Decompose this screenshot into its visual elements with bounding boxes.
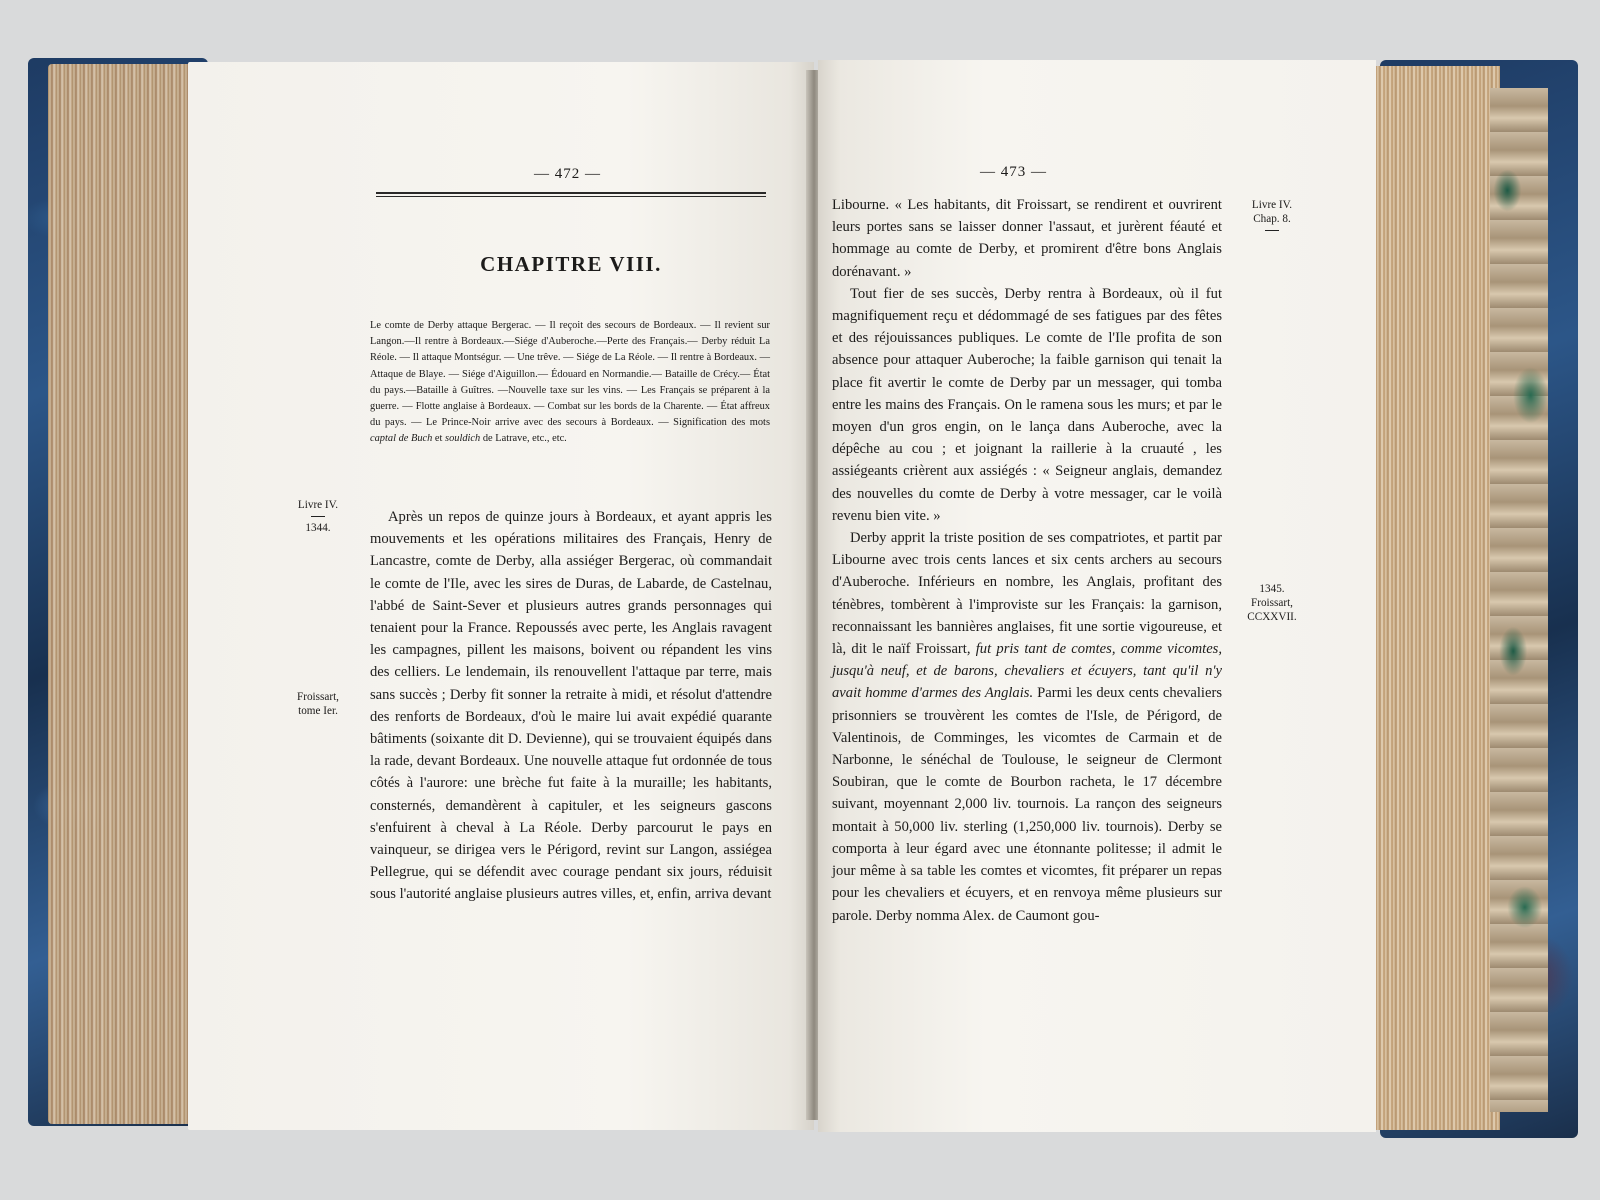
left-body-text: [370, 506, 772, 906]
right-page: [818, 60, 1376, 1132]
body-paragraph: Après un repos de quinze jours à Bordeaux, et ayant appris les mouvements et les opérations militaires des Français, Henry de Lancastre, comte de Derby, alla assiéger Bergerac, où commandait le comte de l'Ile, avec les sires de Duras, de Labarde, de Castelnau, l'abbé de Saint-Sever et plusieurs autres grands personnages qui tenaient pour la France. Repoussés avec perte, les Anglais ravagent les campagnes, pillent les maisons, boivent ou répandent les vins des celliers. Le lendemain, ils renouvellent l'attaque par terre, mais sans succès ; Derby fit sonner la retraite à midi, et résolut d'attendre des renforts de Bordeaux, d'où le maire lui avait expédié quarante bâtiments (soixante dit D. Devienne), qui se trouvaient équipés dans la rade, devant Bordeaux. Une nouvelle attaque fut ordonnée de tous côtés à l'aurore: une brèche fut faite à la muraille; les habitants, consternés, demandèrent à capituler, et les seigneurs gascons s'enfuirent à cheval à La Réole. Derby parcourut le pays en vainqueur, se dirigea vers le Périgord, revint sur Langon, assiégea Pellegrue, qui se défendit avec courage pendant six jours, réduisit sous l'autorité anglaise plusieurs autres villes, et, enfin, arriva devant: [370, 509, 772, 903]
margin-note-line: Froissart,: [297, 691, 339, 703]
margin-note-line: Froissart,: [1251, 597, 1293, 609]
page-number: — 473 —: [980, 164, 1047, 180]
body-paragraph: Libourne. « Les habitants, dit Froissart, se rendirent et ouvrirent leurs portes sans se laisser donner l'assaut, et jurèrent féauté et hommage au comte de Derby, et promirent d'être bons Anglais dorénavant. »: [832, 197, 1222, 280]
chapter-rule: [376, 192, 766, 197]
summary-text: Le comte de Derby attaque Bergerac. — Il reçoit des secours de Bordeaux. — Il revient sur Langon.—Il rentre à Bordeaux.—Siége d'Auberoche.—Perte des Français.— Derby réduit La Réole. — Il attaque Montségur. — Une trêve. — Siége de La Réole. — Il rentre à Bordeaux. — Attaque de Blaye. — Siége d'Aiguillon.— Édouard en Normandie.— Bataille de Crécy.— État du pays.—Bataille à Guîtres. —Nouvelle taxe sur les vins. — Les Français se préparent à la guerre. — Flotte anglaise à Bordeaux. — Combat sur les bords de la Charente. — État affreux du pays. — Le Prince-Noir arrive avec des secours à Bordeaux. — Signification des mots: [370, 320, 770, 429]
margin-note-froissart: [282, 690, 354, 718]
summary-connector: et: [432, 433, 446, 445]
chapter-summary: [370, 318, 770, 448]
body-paragraph: [832, 527, 1222, 927]
right-body-text: [832, 194, 1222, 927]
margin-note-year: 1345.: [1259, 583, 1285, 595]
body-paragraph: Tout fier de ses succès, Derby rentra à Bordeaux, où il fut magnifiquement reçu et dédommagé de ses fatigues par des fêtes et des réjouissances publiques. Le comte de l'Ile profita de son absence pour attaquer Auberoche; la faible garnison qui tenait la place fit avertir le comte de Derby par un messager, qui tomba entre les mains des Français. On le ramena sous les murs; et par le moyen d'un gros engin, on le lança dans Auberoche, avec la dépêche au cou ; et joignant la raillerie à la cruauté , les assiégeants crièrent aux assiégés : « Seigneur anglais, demandez des nouvelles du comte de Derby à votre messager, car le voilà revenu bien vite. »: [832, 285, 1222, 524]
page-number: — 472 —: [534, 166, 601, 182]
summary-italic-term: captal de Buch: [370, 433, 433, 445]
margin-note-line: Chap. 8.: [1253, 213, 1291, 225]
left-page: [188, 62, 814, 1130]
chapter-title: CHAPITRE VIII.: [480, 252, 662, 276]
body-text-run: Derby apprit la triste position de ses compatriotes, et partit par Libourne avec trois cents lances et six cents archers au secours d'Auberoche. Inférieurs en nombre, les Anglais, profitant des ténèbres, tombèrent à l'improviste sur les Français: la garnison, reconnaissant les bannières anglaises, fit une sortie vigoureuse, et là, dit le naïf Froissart,: [832, 530, 1222, 658]
margin-note-line: CCXXVII.: [1247, 611, 1297, 623]
left-page-edges: [48, 64, 196, 1124]
show-through-text: [284, 188, 364, 210]
margin-note-froissart-ccxxvii: [1232, 582, 1312, 624]
summary-italic-term-2: souldich: [445, 433, 481, 445]
margin-note-chapter: [1240, 198, 1304, 235]
marbled-endpaper: [1490, 88, 1548, 1112]
italic-quotation: fut pris tant de comtes, comme vicomtes, jusqu'à neuf, et de barons, chevaliers et écuyers, tant qu'il n'y avait homme d'armes des Anglais.: [832, 641, 1222, 702]
summary-end: de Latrave, etc., etc.: [480, 433, 567, 445]
margin-note-line: tome Ier.: [298, 705, 338, 717]
margin-dash: [311, 516, 325, 517]
right-page-edges: [1370, 66, 1500, 1130]
margin-dash: [1265, 230, 1279, 231]
margin-note-line: Livre IV.: [297, 499, 339, 511]
margin-note-livre: [282, 498, 354, 535]
margin-note-year: 1344.: [305, 522, 331, 534]
margin-note-line: Livre IV.: [1251, 199, 1293, 211]
body-text-run: Parmi les deux cents chevaliers prisonniers se trouvèrent les comtes de l'Isle, de Périgord, de Valentinois, de Comminges, les vicomtes de Carmain et de Narbonne, le sénéchal de Toulouse, le seigneur de Clermont Soubiran, que le comte de Bourbon racheta, le 17 décembre suivant, moyennant 2,000 liv. tournois. La rançon des seigneurs montait à 50,000 liv. sterling (1,250,000 liv. tournois). Derby se comporta à leur égard avec une étonnante politesse; il admit le jour même à sa table les comtes et vicomtes, fit préparer un repas pour les chevaliers et écuyers, et en renvoya même plusieurs sur parole. Derby nomma Alex. de Caumont gou-: [832, 685, 1222, 924]
